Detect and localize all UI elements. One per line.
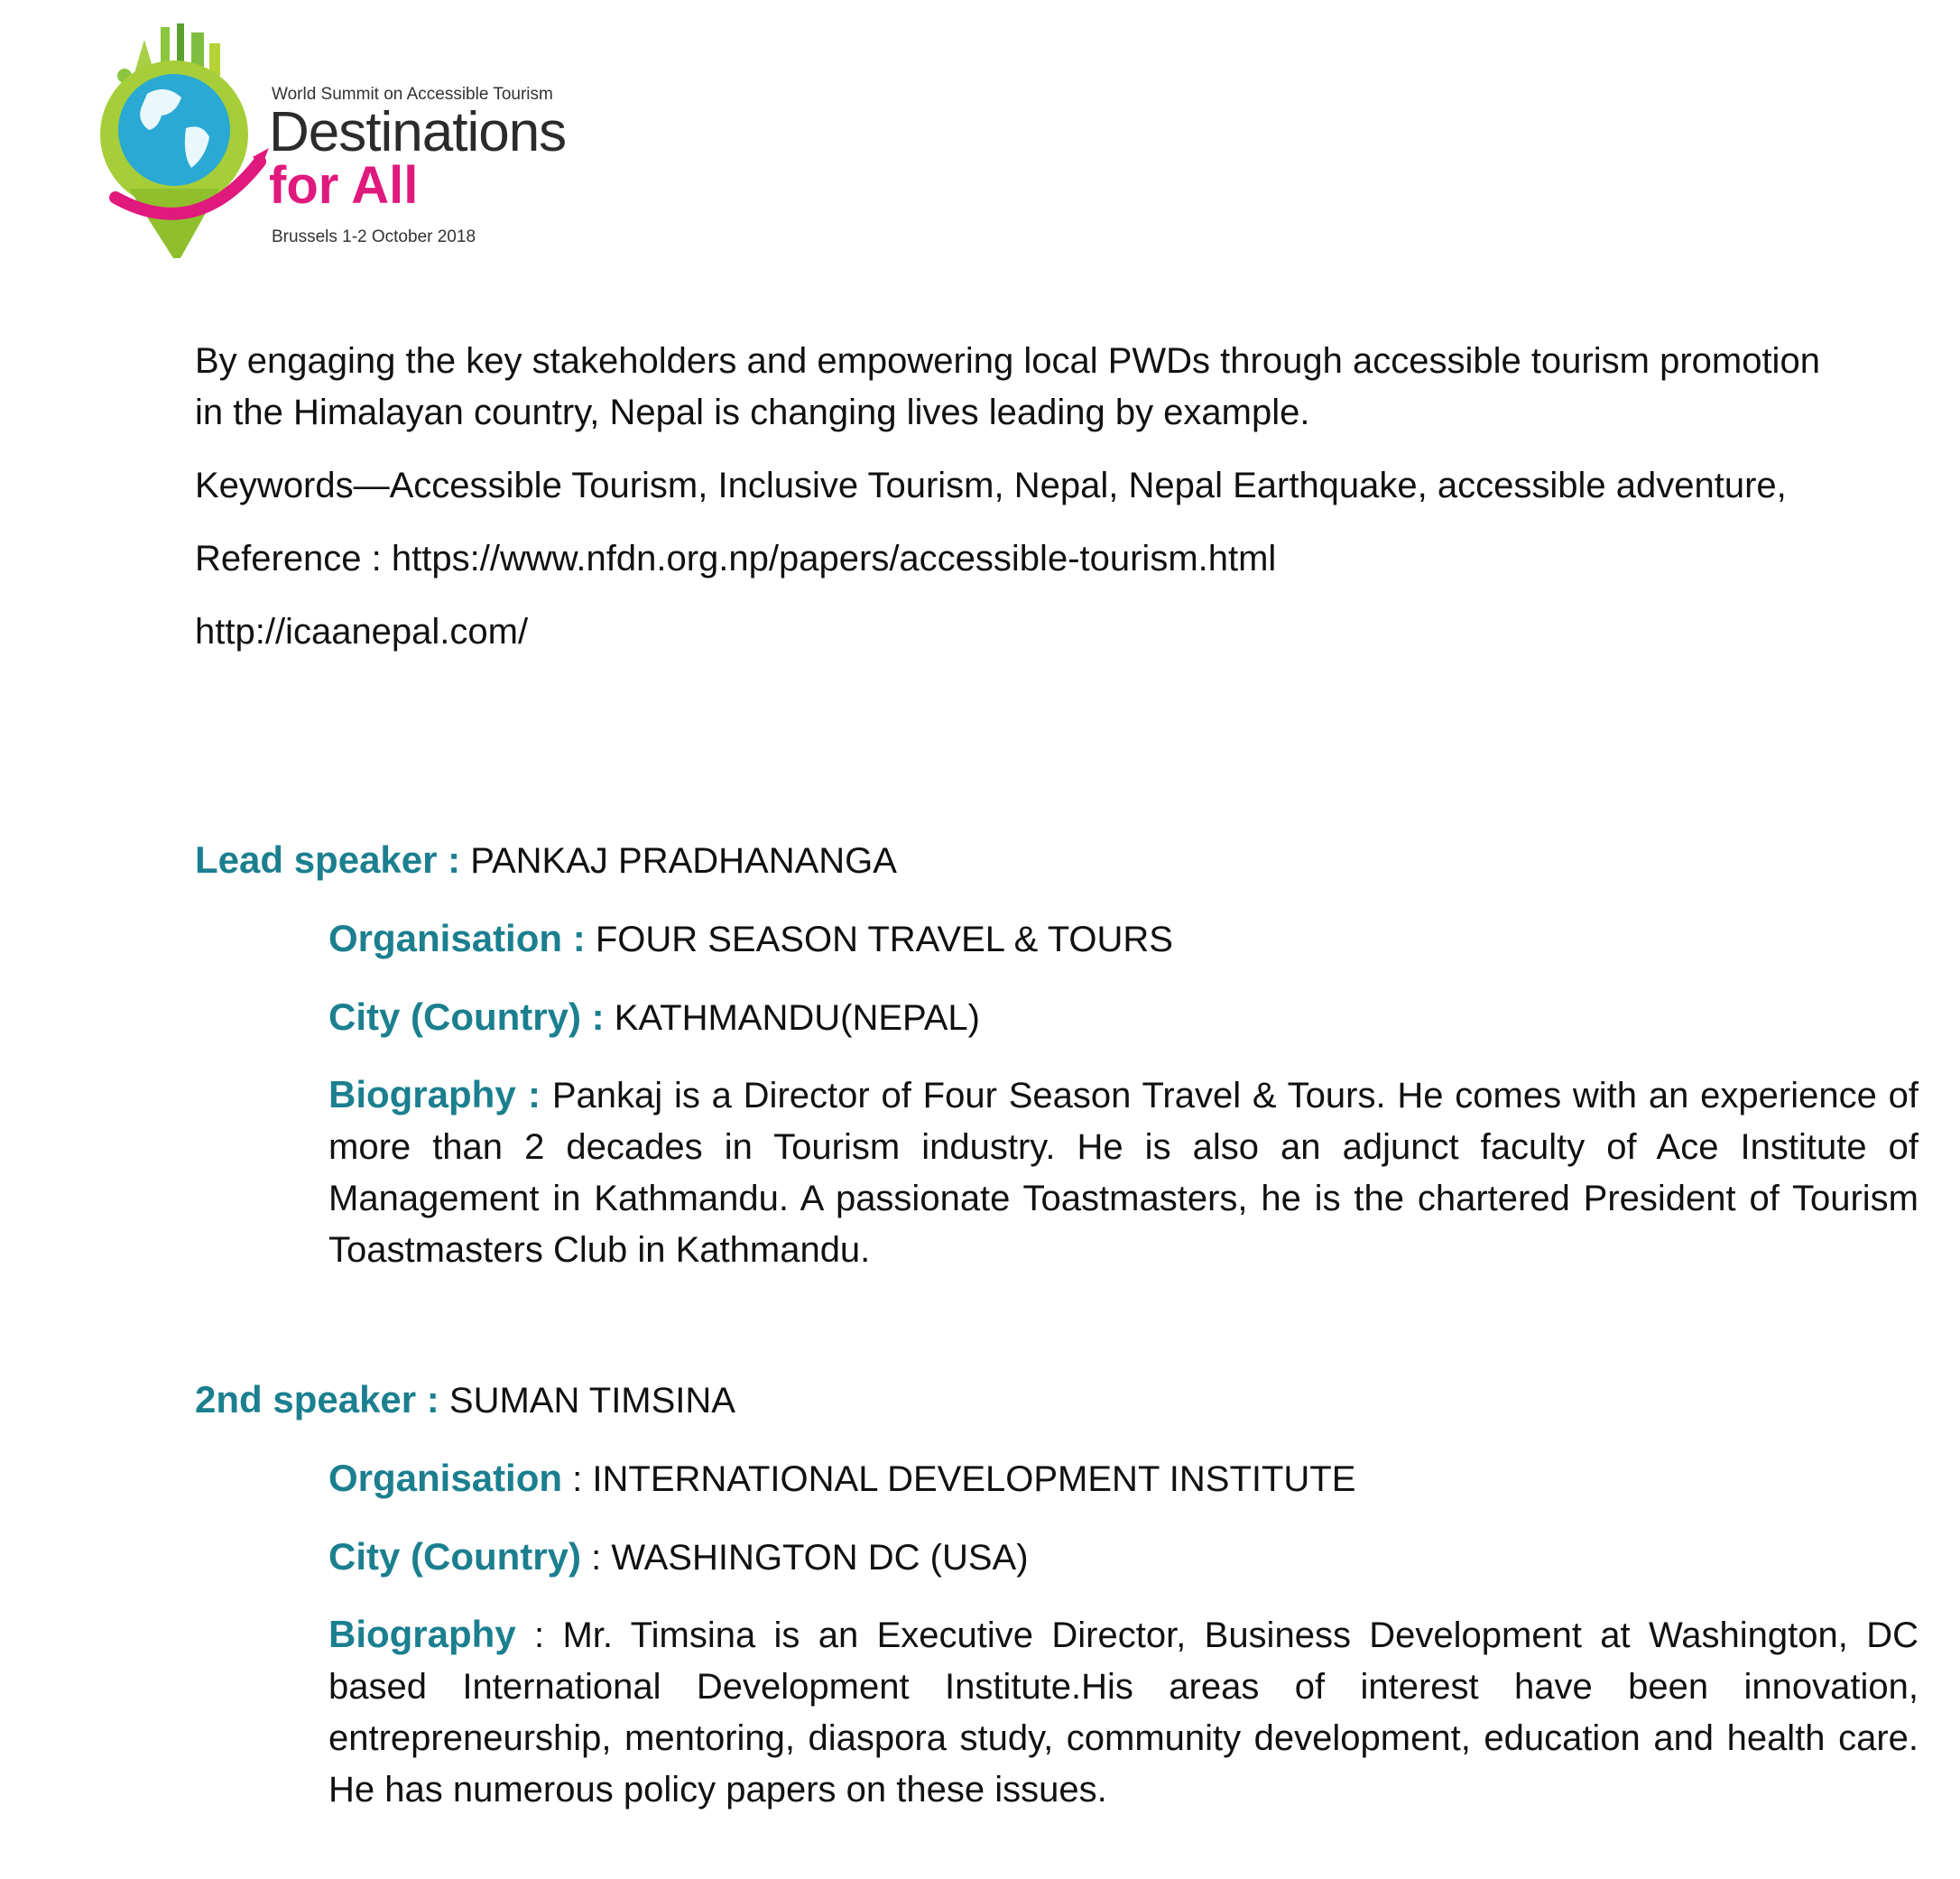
intro-line-1: By engaging the key stakeholders and empowering local PWDs through accessible tourism promotion: [195, 341, 1820, 381]
organisation-value: FOUR SEASON TRAVEL & TOURS: [585, 920, 1173, 959]
organisation-value: : INTERNATIONAL DEVELOPMENT INSTITUTE: [562, 1459, 1356, 1499]
speaker2-biography: [328, 1608, 1918, 1816]
logo-subtitle: for All: [269, 156, 419, 215]
second-speaker-label: 2nd speaker :: [195, 1378, 439, 1421]
speaker2-city: [328, 1531, 1918, 1584]
city-value: KATHMANDU(NEPAL): [604, 998, 980, 1038]
icaa-link[interactable]: http://icaanepal.com/: [195, 612, 529, 652]
lead-speaker-label: Lead speaker :: [195, 838, 461, 881]
second-speaker-name: SUMAN TIMSINA: [439, 1381, 735, 1421]
keywords: Keywords—Accessible Tourism, Inclusive Tourism, Nepal, Nepal Earthquake, accessible adventure,: [195, 466, 1787, 505]
intro-line-2: in the Himalayan country, Nepal is changing lives leading by example.: [195, 393, 1310, 432]
speaker2-organisation: [328, 1452, 1918, 1505]
speaker1-organisation: [328, 912, 1918, 966]
globe-pin-icon: [97, 22, 269, 265]
biography-label: Biography: [328, 1613, 516, 1655]
biography-text: Pankaj is a Director of Four Season Travel & Tours. He comes with an experience of more than 2 decades in Tourism industry. He is also an adjunct faculty of Ace Institute of Management in Kathmandu. A passionate Toastmasters, he is the chartered President of Tourism Toastmasters Club in Kathmandu.: [328, 1076, 1918, 1270]
city-label: City (Country) :: [328, 995, 605, 1038]
logo-date: Brussels 1-2 October 2018: [272, 227, 476, 246]
logo-tagline: World Summit on Accessible Tourism: [272, 85, 553, 104]
summit-logo: [97, 22, 603, 265]
city-label: City (Country): [328, 1535, 581, 1578]
city-value: : WASHINGTON DC (USA): [580, 1538, 1029, 1578]
logo-title: Destinations: [269, 101, 567, 163]
lead-speaker-name: PANKAJ PRADHANANGA: [460, 841, 897, 881]
reference-link[interactable]: Reference : https://www.nfdn.org.np/papers/accessible-tourism.html: [195, 539, 1277, 579]
organisation-label: Organisation :: [328, 917, 586, 959]
speaker1-biography: [328, 1069, 1918, 1276]
biography-text: : Mr. Timsina is an Executive Director, Business Development at Washington, DC based International Development Institute.His areas of interest have been innovation, entrepreneurship, mentoring, diaspora study, community development, education and health care. He has numerous policy papers on these issues.: [328, 1615, 1918, 1810]
speaker1-city: [328, 991, 1918, 1044]
biography-label: Biography :: [328, 1073, 541, 1115]
lead-speaker: [195, 834, 1918, 887]
second-speaker: [195, 1374, 1918, 1427]
organisation-label: Organisation: [328, 1457, 563, 1499]
